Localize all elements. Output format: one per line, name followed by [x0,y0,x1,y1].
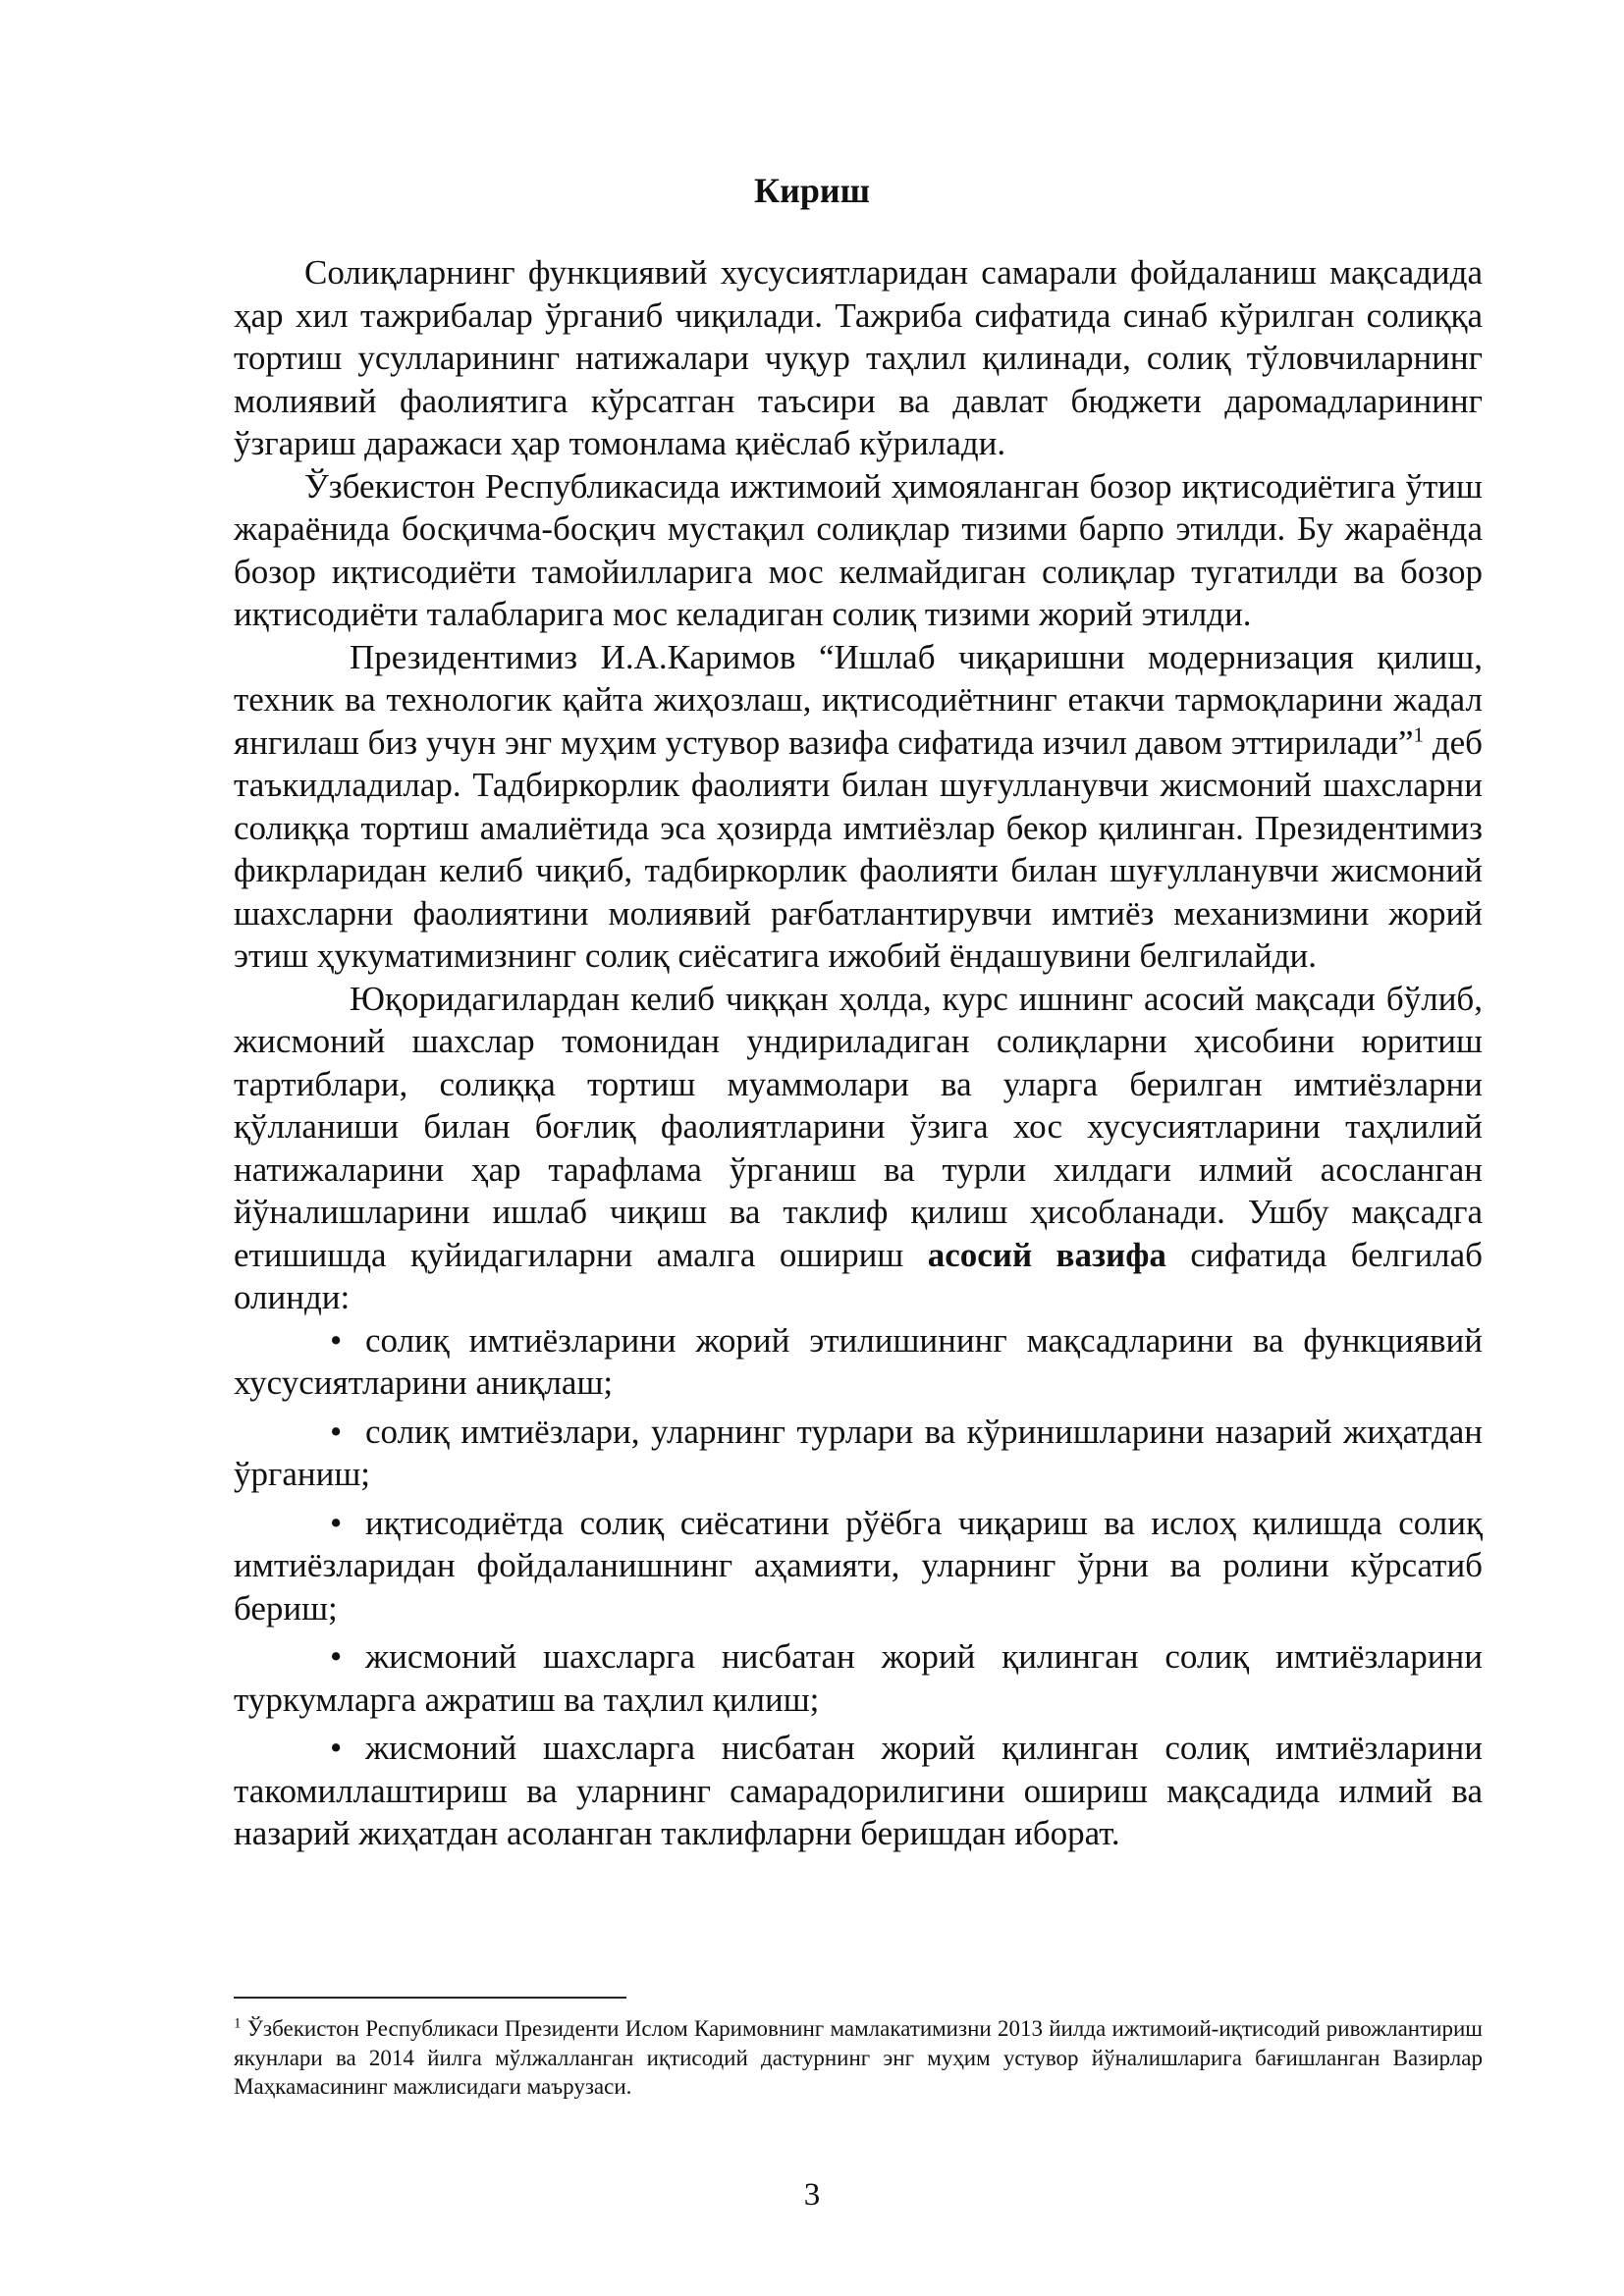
list-item-text: солиқ имтиёзлари, уларнинг турлари ва кўринишларини назарий жиҳатдан ўрганиш; [234,1412,1483,1493]
bullet-icon: • [330,1412,343,1451]
list-item [234,1502,1483,1630]
list-item [234,1319,1483,1405]
bullet-icon: • [330,1637,343,1676]
page-title: Кириш [753,171,870,210]
list-item-text: жисмоний шахсларга нисбатан жорий қилинган солиқ имтиёзларини такомиллаштириш ва уларнинг самарадорилигини ошириш мақсадида илмий ва назарий жиҳатдан асоланган таклифларни беришдан иборат. [234,1729,1483,1852]
goal-paragraph [234,978,1483,1319]
footnote-marker: 1 [234,2015,242,2032]
paragraph-text: сифатида белгилаб олинди: [234,1235,1483,1316]
footnote [234,2014,1483,2102]
list-item [234,1635,1483,1721]
paragraph-text: Президентимиз И.А.Каримов “Ишлаб чиқаришни модернизация қилиш, техник ва технологик қайта жиҳозлаш, иқтисодиётнинг етакчи тармоқларини жадал янгилаш биз учун энг муҳим устувор вазифа сифатида изчил давом эттирилади” [234,637,1483,762]
body-text [234,251,1483,1855]
bullet-icon: • [330,1320,343,1360]
list-item [234,1411,1483,1496]
bullet-icon: • [330,1729,343,1767]
bold-phrase: асосий вазифа [927,1235,1166,1274]
footnote-reference: 1 [1413,721,1425,746]
bullet-icon: • [330,1503,343,1542]
paragraph-text: деб таъкидладилар. Тадбиркорлик фаолияти билан шуғулланувчи жисмоний шахсларни солиққа тортиш амалиётида эса ҳозирда имтиёзлар бекор қилинган. Президентимиз фикрларидан келиб чиқиб, тадбиркорлик фаолияти билан шуғулланувчи жисмоний шахсларни фаолиятини молиявий рағбатлантирувчи имтиёз механизмини жорий этиш ҳукуматимизнинг солиқ сиёсатига ижобий ёндашувини белгилайди. [234,722,1483,975]
paragraph-text: Юқоридагилардан келиб чиққан ҳолда, курс ишнинг асосий мақсади бўлиб, жисмоний шахслар томонидан ундириладиган солиқларни ҳисобини юритиш тартиблари, солиққа тортиш муаммолари ва уларга берилган имтиёзларни қўлланиши билан боғлиқ фаолиятларини ўзига хос хусусиятларини таҳлилий натижаларини ҳар тарафлама ўрганиш ва турли хилдаги илмий асосланган йўналишларини ишлаб чиқиш ва таклиф қилиш ҳисобланади. Ушбу мақсадга етишишда қуйидагиларни амалга ошириш [234,979,1483,1274]
list-item [234,1727,1483,1855]
paragraph: Солиқларнинг функциявий хусусиятларидан самарали фойдаланиш мақсадида ҳар хил тажрибалар ўрганиб чиқилади. Тажриба сифатида синаб кўрилган солиққа тортиш усулларининг натижалари чуқур таҳлил қилинади, солиқ тўловчиларнинг молиявий фаолиятига кўрсатган таъсири ва давлат бюджети даромадларининг ўзгариш даражаси ҳар томонлама қиёслаб кўрилади. [234,253,1483,462]
footnote-text: Ўзбекистон Республикаси Президенти Ислом Каримовнинг мамлакатимизни 2013 йилда ижтимоий-иқтисодий ривожлантириш якунлари ва 2014 йилга мўлжалланган иқтисодий дастурнинг энг муҳим устувор йўналишларига бағишланган Вазирлар Маҳкамасининг мажлисидаги маърузаси. [234,2016,1483,2099]
paragraph: Ўзбекистон Республикасида ижтимоий ҳимояланган бозор иқтисодиётига ўтиш жараёнида босқичма-босқич мустақил солиқлар тизими барпо этилди. Бу жараёнда бозор иқтисодиёти тамойилларига мос келмайдиган солиқлар тугатилди ва бозор иқтисодиёти талабларига мос келадиган солиқ тизими жорий этилди. [234,466,1483,633]
page-number: 3 [803,2177,821,2213]
list-item-text: жисмоний шахсларга нисбатан жорий қилинган солиқ имтиёзларини туркумларга ажратиш ва таҳлил қилиш; [234,1637,1483,1719]
list-item-text: иқтисодиётда солиқ сиёсатини рўёбга чиқариш ва ислоҳ қилишда солиқ имтиёзларидан фойдаланишнинг аҳамияти, уларнинг ўрни ва ролини кўрсатиб бериш; [234,1503,1483,1628]
list-item-text: солиқ имтиёзларини жорий этилишининг мақсадларини ва функциявий хусусиятларини аниқлаш; [234,1320,1483,1402]
president-quote-paragraph [234,636,1483,978]
footnote-separator [234,1997,626,1999]
